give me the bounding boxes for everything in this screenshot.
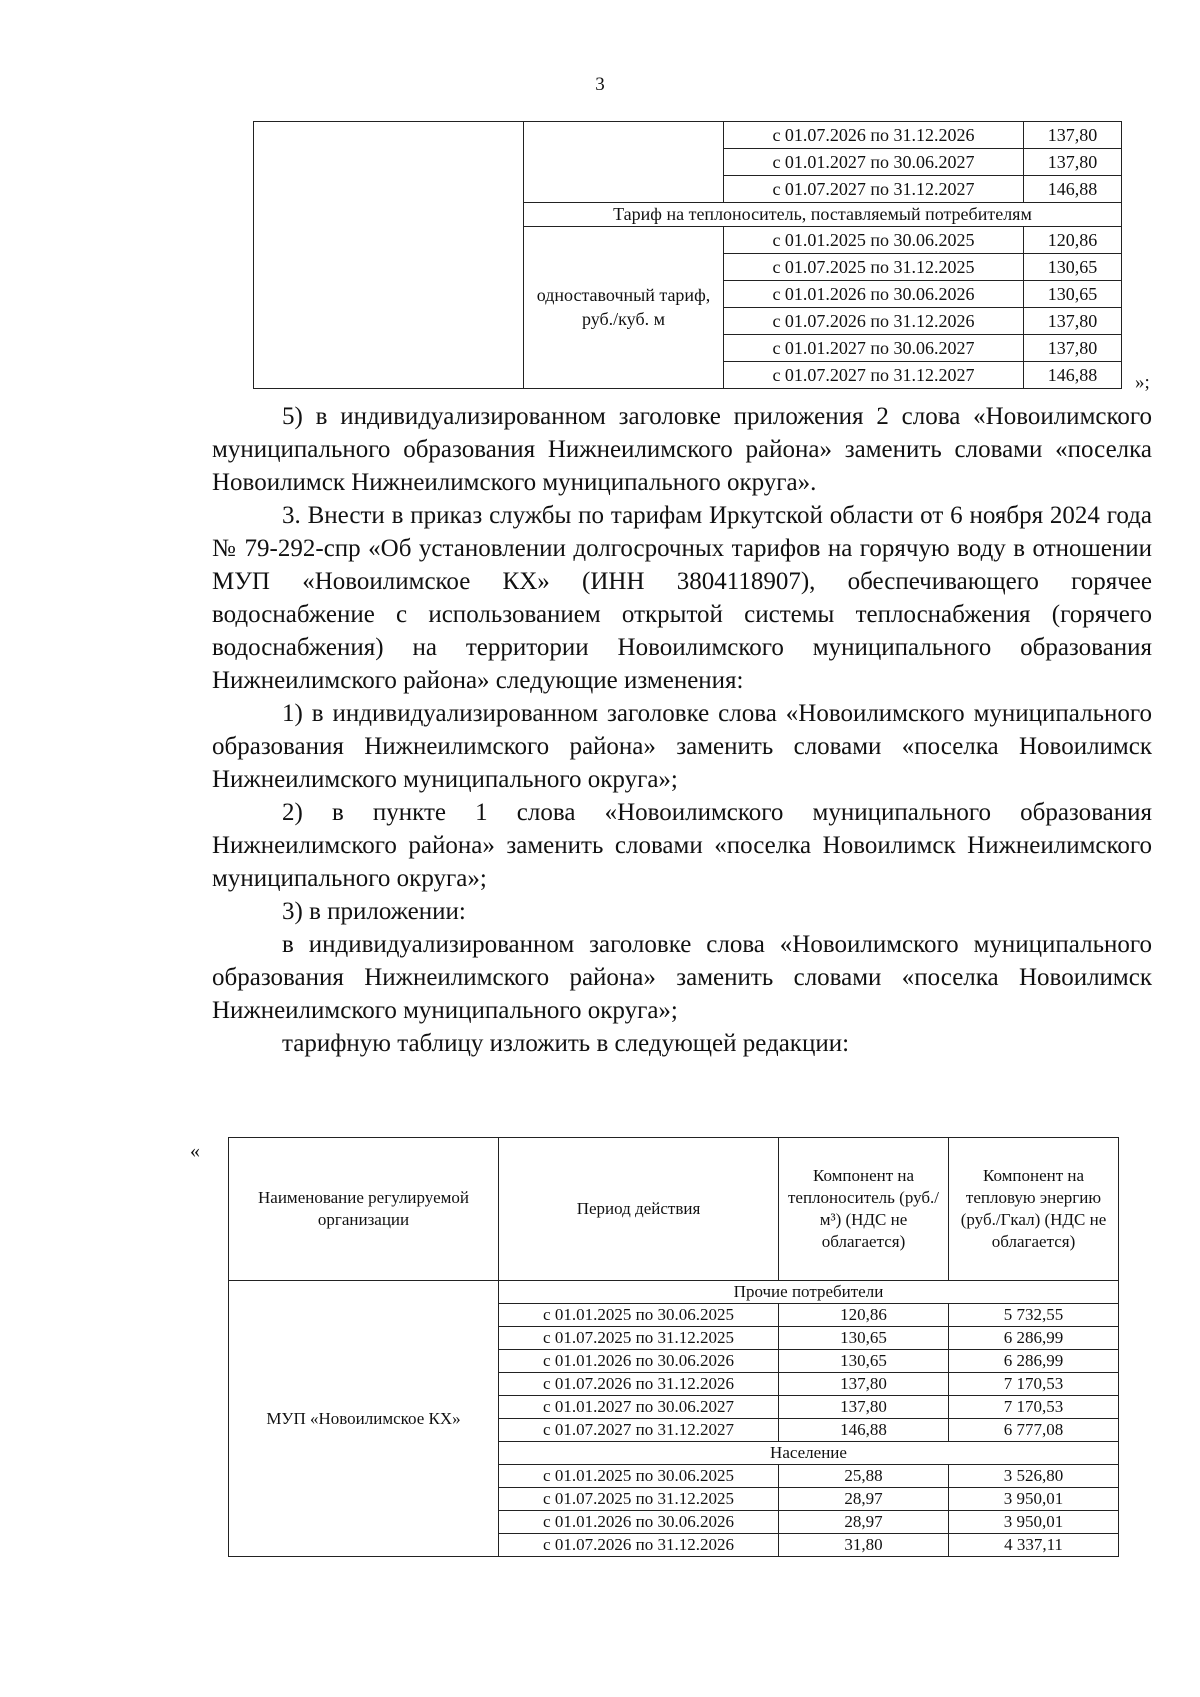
coolant-cell: 25,88: [779, 1465, 949, 1488]
tariff-label-line1: одноставочный тариф,: [536, 285, 711, 306]
period-cell: с 01.07.2025 по 31.12.2025: [499, 1488, 779, 1511]
period-cell: с 01.07.2025 по 31.12.2025: [499, 1327, 779, 1350]
header-period: Период действия: [499, 1138, 779, 1281]
heat-cell: 7 170,53: [949, 1373, 1119, 1396]
heat-cell: 3 950,01: [949, 1511, 1119, 1534]
tariff-table-continued: [253, 121, 1122, 389]
value-cell: 130,65: [1024, 281, 1122, 308]
paragraph-item-3-2: 2) в пункте 1 слова «Новоилимского муниципального образования Нижнеилимского района» заменить словами «поселка Новоилимск Нижнеилимского муниципального округа»;: [212, 799, 1152, 892]
period-cell: с 01.01.2027 по 30.06.2027: [724, 149, 1024, 176]
value-cell: 130,65: [1024, 254, 1122, 281]
tariff-table-new: [228, 1137, 1119, 1557]
paragraph-item-3-1: 1) в индивидуализированном заголовке слова «Новоилимского муниципального образования Нижнеилимского района» заменить словами «поселка Новоилимск Нижнеилимского муниципального округа»;: [212, 700, 1152, 793]
empty-org-cell: [254, 122, 524, 389]
value-cell: 137,80: [1024, 335, 1122, 362]
paragraph-item-5: 5) в индивидуализированном заголовке приложения 2 слова «Новоилимского муниципального образования Нижнеилимского района» заменить словами «поселка Новоилимск Нижнеилимского муниципального округа».: [212, 403, 1152, 496]
group-title: Население: [499, 1442, 1119, 1465]
period-cell: с 01.01.2025 по 30.06.2025: [724, 227, 1024, 254]
period-cell: с 01.01.2025 по 30.06.2025: [499, 1304, 779, 1327]
coolant-cell: 146,88: [779, 1419, 949, 1442]
period-cell: с 01.07.2026 по 31.12.2026: [499, 1373, 779, 1396]
tariff-label-line2: руб./куб. м: [582, 308, 665, 329]
heat-cell: 6 777,08: [949, 1419, 1119, 1442]
page-number: 3: [595, 74, 605, 95]
paragraph-item-3-3: 3) в приложении:: [282, 898, 466, 925]
coolant-cell: 28,97: [779, 1511, 949, 1534]
value-cell: 146,88: [1024, 362, 1122, 389]
coolant-cell: 28,97: [779, 1488, 949, 1511]
value-cell: 137,80: [1024, 308, 1122, 335]
period-cell: с 01.01.2027 по 30.06.2027: [499, 1396, 779, 1419]
period-cell: с 01.01.2026 по 30.06.2026: [499, 1511, 779, 1534]
header-coolant: Компонент на теплоноситель (руб./м³) (НДС не облагается): [779, 1138, 949, 1281]
coolant-cell: 31,80: [779, 1534, 949, 1557]
value-cell: 120,86: [1024, 227, 1122, 254]
paragraph-item-3-3-b: тарифную таблицу изложить в следующей редакции:: [282, 1030, 850, 1057]
org-name-cell: МУП «Новоилимское КХ»: [229, 1281, 499, 1557]
header-org: Наименование регулируемой организации: [229, 1138, 499, 1281]
paragraph-item-3-3-a: в индивидуализированном заголовке слова «Новоилимского муниципального образования Нижнеилимского района» заменить словами «поселка Новоилимск Нижнеилимского муниципального округа»;: [212, 931, 1152, 1024]
period-cell: с 01.07.2027 по 31.12.2027: [499, 1419, 779, 1442]
header-heat: Компонент на тепловую энергию (руб./Гкал) (НДС не облагается): [949, 1138, 1119, 1281]
period-cell: с 01.01.2025 по 30.06.2025: [499, 1465, 779, 1488]
opening-quote: «: [190, 1140, 200, 1162]
heat-cell: 4 337,11: [949, 1534, 1119, 1557]
heat-cell: 5 732,55: [949, 1304, 1119, 1327]
value-cell: 137,80: [1024, 149, 1122, 176]
coolant-cell: 137,80: [779, 1396, 949, 1419]
coolant-cell: 137,80: [779, 1373, 949, 1396]
body-text: [212, 400, 1152, 1060]
heat-cell: 7 170,53: [949, 1396, 1119, 1419]
period-cell: с 01.07.2026 по 31.12.2026: [724, 122, 1024, 149]
coolant-cell: 130,65: [779, 1327, 949, 1350]
coolant-cell: 130,65: [779, 1350, 949, 1373]
group-title: Прочие потребители: [499, 1281, 1119, 1304]
closing-quote: »;: [1135, 372, 1150, 393]
period-cell: с 01.01.2026 по 30.06.2026: [724, 281, 1024, 308]
period-cell: с 01.07.2026 по 31.12.2026: [724, 308, 1024, 335]
value-cell: 146,88: [1024, 176, 1122, 203]
coolant-cell: 120,86: [779, 1304, 949, 1327]
heat-cell: 3 526,80: [949, 1465, 1119, 1488]
period-cell: с 01.07.2027 по 31.12.2027: [724, 176, 1024, 203]
period-cell: с 01.07.2025 по 31.12.2025: [724, 254, 1024, 281]
heat-cell: 6 286,99: [949, 1327, 1119, 1350]
period-cell: с 01.01.2026 по 30.06.2026: [499, 1350, 779, 1373]
heat-cell: 6 286,99: [949, 1350, 1119, 1373]
paragraph-section-3: 3. Внести в приказ службы по тарифам Иркутской области от 6 ноября 2024 года № 79-292-спр «Об установлении долгосрочных тарифов на горячую воду в отношении МУП «Новоилимское КХ» (ИНН 3804118907), обеспечивающего горячее водоснабжение с использованием открытой системы теплоснабжения (горячего водоснабжения) на территории Новоилимского муниципального образования Нижнеилимского района» следующие изменения:: [212, 502, 1152, 694]
section-title-cell: Тариф на теплоноситель, поставляемый потребителям: [524, 203, 1122, 227]
empty-label-cell: [524, 122, 724, 203]
period-cell: с 01.07.2026 по 31.12.2026: [499, 1534, 779, 1557]
heat-cell: 3 950,01: [949, 1488, 1119, 1511]
value-cell: 137,80: [1024, 122, 1122, 149]
period-cell: с 01.07.2027 по 31.12.2027: [724, 362, 1024, 389]
tariff-label-cell: [524, 227, 724, 389]
period-cell: с 01.01.2027 по 30.06.2027: [724, 335, 1024, 362]
